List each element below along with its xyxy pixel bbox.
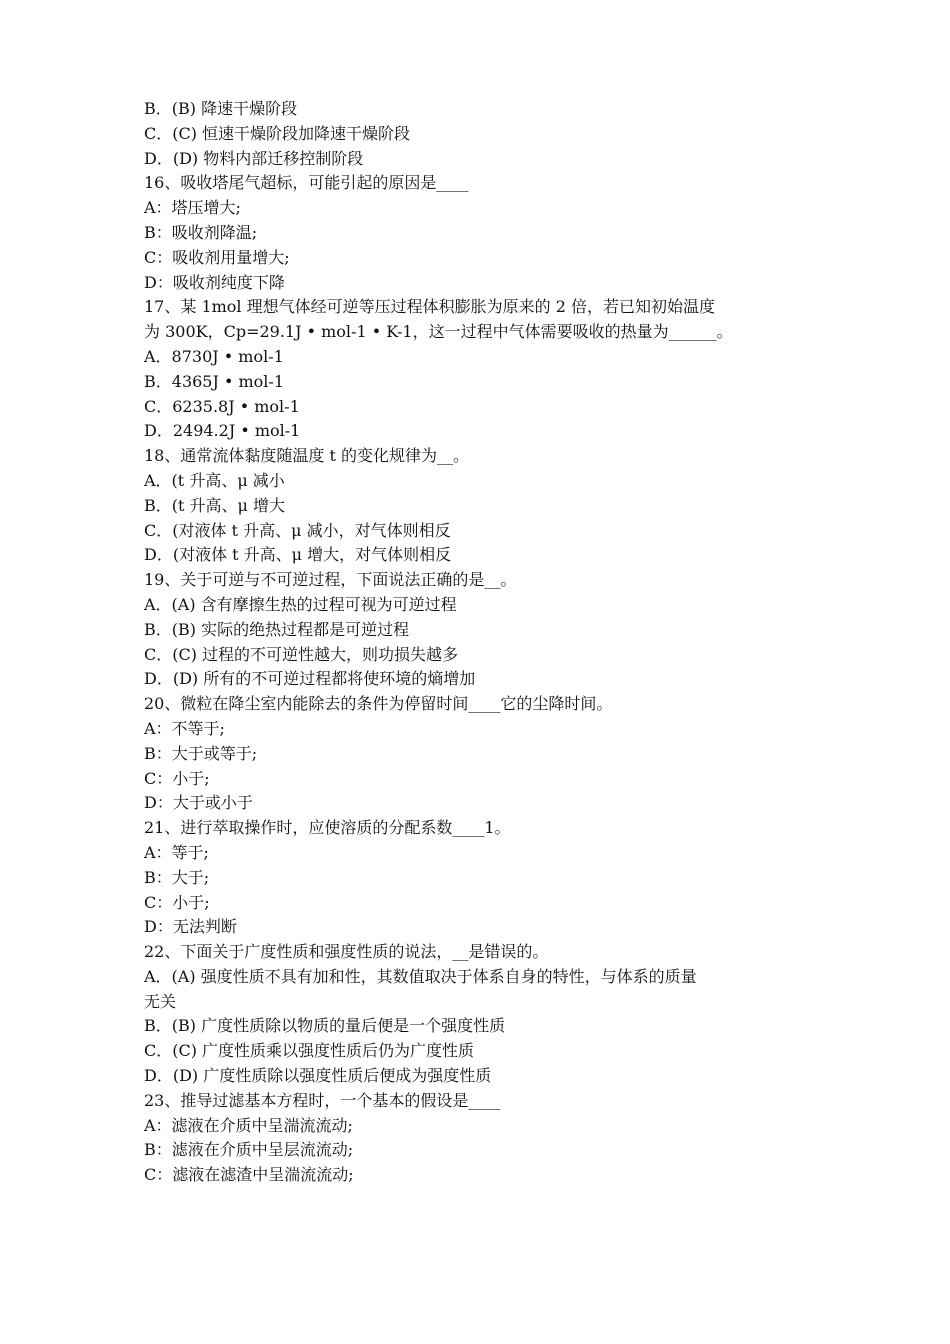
option-19b: B．(B) 实际的绝热过程都是可逆过程: [144, 619, 410, 639]
option-19a: A．(A) 含有摩擦生热的过程可视为可逆过程: [144, 594, 457, 614]
question-20: 20、微粒在降尘室内能除去的条件为停留时间____它的尘降时间。: [144, 694, 613, 714]
option-17c: C．6235.8J • mol-1: [144, 396, 300, 416]
option-22d: D．(D) 广度性质除以强度性质后便成为强度性质: [144, 1066, 492, 1086]
question-19: 19、关于可逆与不可逆过程，下面说法正确的是__。: [144, 570, 517, 590]
option-17d: D．2494.2J • mol-1: [144, 421, 301, 441]
option-23a: A：滤液在介质中呈湍流流动;: [144, 1115, 353, 1135]
question-23: 23、推导过滤基本方程时，一个基本的假设是____: [144, 1090, 501, 1110]
option-19c: C．(C) 过程的不可逆性越大，则功损失越多: [144, 644, 459, 664]
question-21: 21、进行萃取操作时，应使溶质的分配系数____1。: [144, 818, 511, 838]
option-15b: B．(B) 降速干燥阶段: [144, 99, 298, 118]
option-23b: B：滤液在介质中呈层流流动;: [144, 1140, 354, 1160]
option-21b: B：大于;: [144, 867, 210, 887]
option-16a: A：塔压增大;: [144, 198, 241, 218]
option-17a: A．8730J • mol-1: [144, 346, 284, 366]
question-18: 18、通常流体黏度随温度 t 的变化规律为__。: [144, 446, 469, 466]
option-21d: D：无法判断: [144, 917, 237, 937]
option-22a-line-1: A．(A) 强度性质不具有加和性，其数值取决于体系自身的特性，与体系的质量: [144, 966, 697, 986]
option-20c: C：小于;: [144, 768, 210, 788]
option-22b: B．(B) 广度性质除以物质的量后便是一个强度性质: [144, 1016, 506, 1036]
question-17-line-2: 为 300K，Cp=29.1J • mol-1 • K-1，这一过程中气体需要吸收的热量为______。: [144, 322, 733, 342]
document-page: [144, 97, 824, 1188]
option-16b: B：吸收剂降温;: [144, 222, 258, 242]
option-16c: C：吸收剂用量增大;: [144, 247, 290, 267]
option-15c: C．(C) 恒速干燥阶段加降速干燥阶段: [144, 123, 411, 143]
option-23c: C：滤液在滤渣中呈湍流流动;: [144, 1165, 354, 1185]
question-17-line-1: 17、某 1mol 理想气体经可逆等压过程体积膨胀为原来的 2 倍，若已知初始温度: [144, 297, 715, 317]
option-21a: A：等于;: [144, 842, 209, 862]
option-16d: D：吸收剂纯度下降: [144, 272, 285, 292]
option-20d: D：大于或小于: [144, 793, 253, 813]
option-18c: C．(对液体 t 升高、μ 减小，对气体则相反: [144, 520, 451, 540]
option-22a-line-2: 无关: [144, 991, 177, 1011]
option-18a: A．(t 升高、μ 减小: [144, 470, 285, 490]
question-16: 16、吸收塔尾气超标，可能引起的原因是____: [144, 173, 469, 193]
option-22c: C．(C) 广度性质乘以强度性质后仍为广度性质: [144, 1041, 475, 1061]
option-15d: D．(D) 物料内部迁移控制阶段: [144, 148, 364, 168]
option-18d: D．(对液体 t 升高、μ 增大，对气体则相反: [144, 545, 452, 565]
option-20a: A：不等于;: [144, 718, 225, 738]
option-19d: D．(D) 所有的不可逆过程都将使环境的熵增加: [144, 669, 476, 689]
option-18b: B．(t 升高、μ 增大: [144, 495, 286, 515]
option-17b: B．4365J • mol-1: [144, 371, 285, 391]
option-20b: B：大于或等于;: [144, 743, 258, 763]
option-21c: C：小于;: [144, 892, 210, 912]
question-22: 22、下面关于广度性质和强度性质的说法，__是错误的。: [144, 942, 549, 962]
